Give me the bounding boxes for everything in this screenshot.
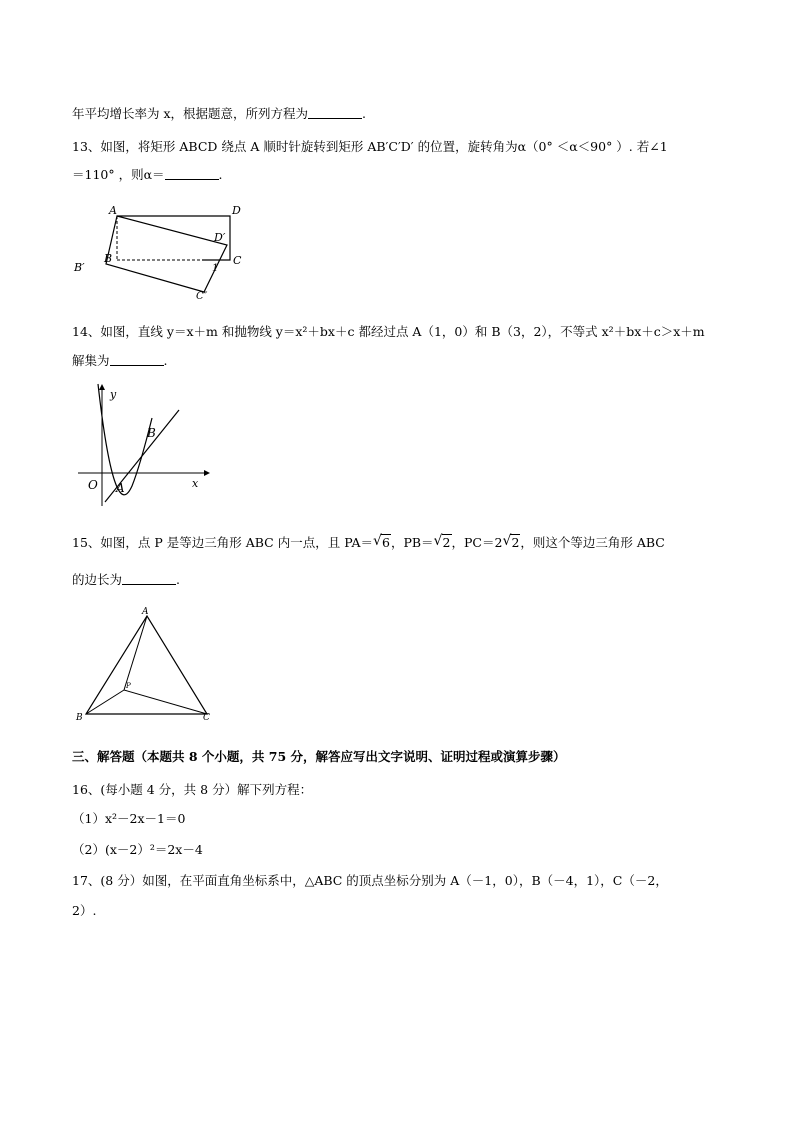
q17-line2: 2）. [72,903,97,918]
q17-line1: 17、(8 分）如图，在平面直角坐标系中，△ABC 的顶点坐标分别为 A（－1，0），B（－4，1），C（－2， [72,873,668,888]
label-x: x [192,477,199,490]
label-A: A [116,481,125,495]
q14-graph-figure [72,376,212,511]
q13-rectangle-figure [72,200,262,302]
q16-part1: （1）x²－2x－1＝0 [72,811,186,826]
label-B: B [147,426,156,440]
sqrt-pa: √ 6 [372,533,390,550]
q12-tail-text: 年平均增长率为 x，根据题意，所列方程为 [72,106,309,121]
label-B: B [104,252,113,265]
q16-part2: （2）(x－2）²＝2x－4 [72,842,203,857]
section-3-heading: 三、解答题（本题共 8 个小题，共 75 分，解答应写出文字说明、证明过程或演算步骤） [72,749,566,764]
label-D: D [232,204,241,217]
answer-blank [110,353,164,366]
sqrt-pc: √ 2 [502,533,520,550]
label-y: y [110,388,117,401]
label-C: C [203,713,210,723]
label-C-double-prime: C″ [196,291,208,302]
label-D-prime: D′ [214,231,226,244]
label-B-prime: B′ [74,261,85,274]
label-origin: O [88,478,98,492]
q13-line1: 13、如图，将矩形 ABCD 绕点 A 顺时针旋转到矩形 AB′C′D′ 的位置，旋转角为α（0° ＜α＜90° ）. 若∠1 [72,139,668,154]
q15-line2: 的边长为 . [72,572,180,587]
q15-triangle-figure [72,602,222,724]
answer-blank [308,106,362,119]
label-angle-1: 1 [212,263,219,274]
label-B: B [76,713,83,723]
label-C: C [233,254,242,267]
q16-head: 16、(每小题 4 分，共 8 分）解下列方程： [72,782,313,797]
label-P: P [126,682,131,690]
q14-line1: 14、如图，直线 y＝x＋m 和抛物线 y＝x²＋bx＋c 都经过点 A（1，0）和 B（3，2），不等式 x²＋bx＋c＞x＋m [72,324,705,339]
label-A: A [109,204,117,217]
q15-line1: 15、如图，点 P 是等边三角形 ABC 内一点，且 PA＝ √ 6，PB＝ √ 2，PC＝2 √ 2，则这个等边三角形 ABC [72,533,665,550]
q12-tail-line: 年平均增长率为 x，根据题意，所列方程为 . [72,106,367,121]
q14-line2: 解集为 . [72,353,168,368]
answer-blank [165,167,219,180]
q13-line2: ＝110° ，则α＝ . [72,167,223,182]
answer-blank [122,572,176,585]
label-A: A [142,607,149,617]
sqrt-pb: √ 2 [433,533,451,550]
